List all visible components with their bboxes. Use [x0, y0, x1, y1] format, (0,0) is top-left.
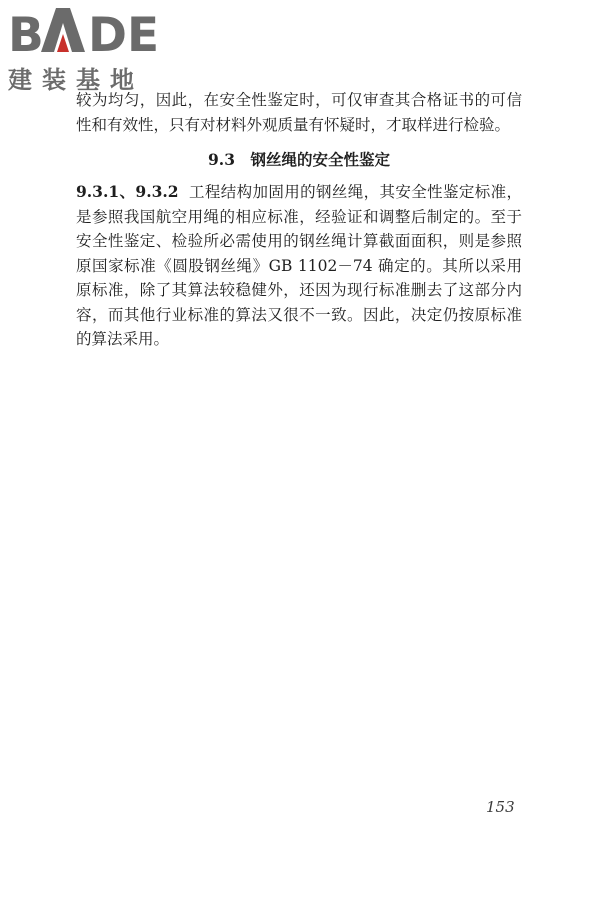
section-heading: 9.3 钢丝绳的安全性鉴定: [208, 150, 390, 169]
logo: [8, 6, 178, 94]
intro-paragraph: 较为均匀，因此，在安全性鉴定时，可仅审查其合格证书的可信性和有效性，只有对材料外观质量有怀疑时，才取样进行检验。: [76, 91, 522, 134]
clause-paragraph: [76, 180, 522, 352]
clause-number: 9.3.1、9.3.2: [76, 182, 179, 201]
logo-letters-de: DE: [88, 8, 160, 58]
logo-letter-b: B: [8, 8, 44, 58]
page-number: 153: [486, 798, 515, 816]
logo-wordmark: [8, 6, 170, 58]
logo-accent-triangle: [57, 34, 69, 52]
logo-subtitle: 建装基地: [8, 66, 144, 94]
clause-text: 工程结构加固用的钢丝绳，其安全性鉴定标准，是参照我国航空用绳的相应标准，经验证和调整后制定的。至于安全性鉴定、检验所必需使用的钢丝绳计算截面面积，则是参照原国家标准《圆股钢丝绳》GB 1102－74 确定的。其所以采用原标准，除了其算法较稳健外，还因为现行标准删去了这部分内容，而其他行业标准的算法又很不一致。因此，决定仍按原标准的算法采用。: [76, 183, 522, 348]
